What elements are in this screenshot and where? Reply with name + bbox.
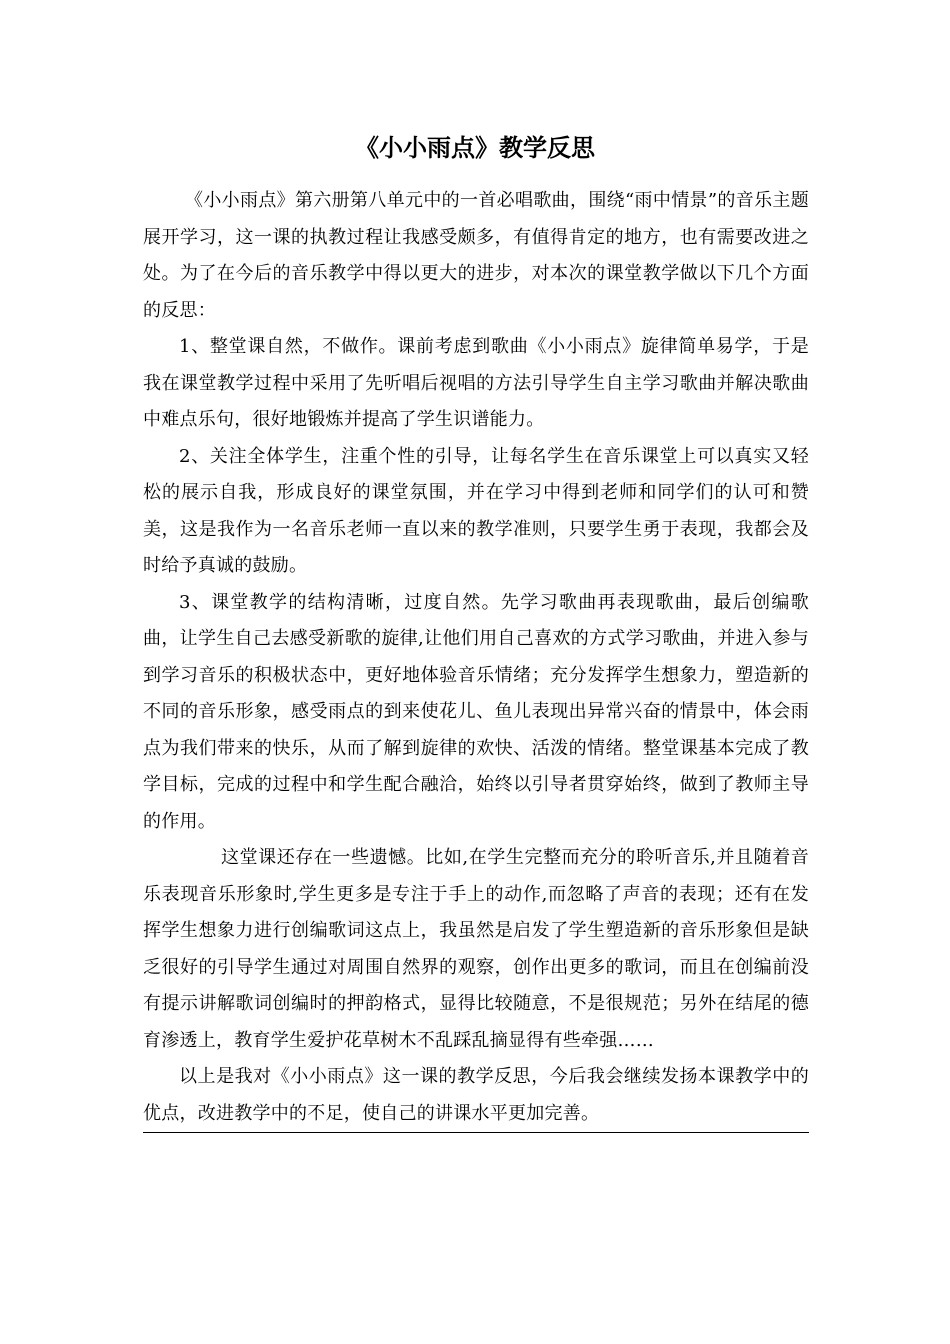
document-title: 《小小雨点》教学反思 (355, 134, 595, 162)
document-body (143, 183, 809, 1133)
reflection-point-1-paragraph: 1、整堂课自然，不做作。课前考虑到歌曲《小小雨点》旋律简单易学，于是我在课堂教学过程中采用了先听唱后视唱的方法引导学生自主学习歌曲并解决歌曲中难点乐句，很好地锻炼并提高了学生识谱能力。 (143, 336, 809, 430)
reflection-point-3-paragraph: 3、课堂教学的结构清晰，过度自然。先学习歌曲再表现歌曲，最后创编歌曲，让学生自己去感受新歌的旋律,让他们用自己喜欢的方式学习歌曲，并进入参与到学习音乐的积极状态中，更好地体验音乐情绪；充分发挥学生想象力，塑造新的不同的音乐形象，感受雨点的到来使花儿、鱼儿表现出异常兴奋的情景中，体会雨点为我们带来的快乐，从而了解到旋律的欢快、活泼的情绪。整堂课基本完成了教学目标，完成的过程中和学生配合融洽，始终以引导者贯穿始终，做到了教师主导的作用。 (143, 591, 809, 832)
conclusion-paragraph: 以上是我对《小小雨点》这一课的教学反思，今后我会继续发扬本课教学中的优点，改进教学中的不足，使自己的讲课水平更加完善。 (143, 1059, 809, 1133)
reflection-point-2-paragraph: 2、关注全体学生，注重个性的引导，让每名学生在音乐课堂上可以真实又轻松的展示自我，形成良好的课堂氛围，并在学习中得到老师和同学们的认可和赞美，这是我作为一名音乐老师一直以来的教学准则，只要学生勇于表现，我都会及时给予真诚的鼓励。 (143, 445, 809, 576)
regrets-paragraph: 这堂课还存在一些遗憾。比如,在学生完整而充分的聆听音乐,并且随着音乐表现音乐形象时,学生更多是专注于手上的动作,而忽略了声音的表现；还有在发挥学生想象力进行创编歌词这点上，我虽然是启发了学生塑造新的音乐形象但是缺乏很好的引导学生通过对周围自然界的观察，创作出更多的歌词，而且在创编前没有提示讲解歌词创编时的押韵格式，显得比较随意，不是很规范；另外在结尾的德育渗透上，教育学生爱护花草树木不乱踩乱摘显得有些牵强…… (143, 847, 809, 1051)
intro-paragraph: 《小小雨点》第六册第八单元中的一首必唱歌曲，围绕“雨中情景”的音乐主题展开学习，这一课的执教过程让我感受颇多，有值得肯定的地方，也有需要改进之处。为了在今后的音乐教学中得以更大的进步，对本次的课堂教学做以下几个方面的反思： (143, 190, 809, 321)
